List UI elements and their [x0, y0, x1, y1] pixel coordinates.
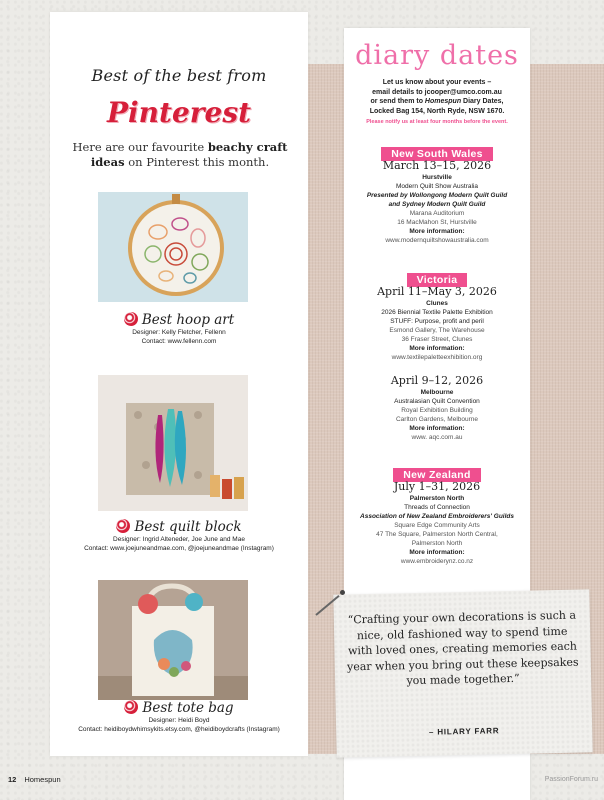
quote-author: – HILARY FARR: [428, 726, 500, 737]
event-nsw: [344, 159, 530, 245]
event-place: Clunes: [426, 300, 448, 307]
award-quilt-block: [50, 519, 308, 553]
award-title: [50, 700, 308, 716]
diary-title: diary dates: [355, 40, 519, 71]
rose-icon: [124, 700, 138, 714]
magazine-name: Homespun: [24, 775, 61, 784]
rose-icon: [124, 312, 138, 326]
pinterest-logo: Pinterest: [106, 96, 252, 129]
award-contact: Contact: www.fellenn.com: [141, 338, 217, 345]
intro-line: email details to jcooper@umco.com.au: [372, 88, 502, 96]
event-date: March 13–15, 2026: [382, 159, 492, 172]
event-palmerston: [344, 480, 530, 566]
event-extra: STUFF: Purpose, profit and peril: [390, 318, 484, 325]
award-hoop-art: [50, 312, 308, 346]
event-url[interactable]: www.modernquiltshowaustralia.com: [385, 237, 489, 244]
event-date: July 1–31, 2026: [393, 480, 481, 493]
event-extra: Presented by Wollongong Modern Quilt Guild: [366, 192, 508, 199]
event-place: Hurstville: [422, 174, 452, 181]
event-melbourne: [344, 374, 530, 442]
more-info-label: More information:: [409, 549, 465, 556]
event-venue: Royal Exhibition Building: [401, 407, 473, 414]
event-address: Palmerston North: [411, 540, 463, 547]
event-date: April 11–May 3, 2026: [377, 285, 497, 298]
event-name: Modern Quilt Show Australia: [395, 183, 478, 190]
intro-line: [352, 97, 522, 107]
pinterest-card: [50, 12, 308, 756]
intro-line: Let us know about your events –: [382, 79, 492, 86]
event-clunes: [344, 285, 530, 362]
quote-card: [333, 589, 592, 757]
award-contact: Contact: www.joejuneandmae.com, @joejuneandmae (Instagram): [84, 545, 274, 552]
award-title-text: Best quilt block: [134, 519, 242, 535]
event-address: Carlton Gardens, Melbourne: [395, 416, 478, 423]
region-tag: New Zealand: [393, 468, 480, 482]
award-title: [50, 519, 308, 535]
event-url[interactable]: www. aqc.com.au: [411, 434, 463, 441]
region-tag: New South Wales: [381, 147, 493, 161]
event-venue: Esmond Gallery, The Warehouse: [389, 327, 485, 334]
event-place: Palmerston North: [409, 495, 465, 502]
event-name: Australasian Quilt Convention: [394, 398, 480, 405]
event-address: 47 The Square, Palmerston North Central,: [376, 531, 498, 538]
more-info-label: More information:: [409, 345, 465, 352]
intro-post: Diary Dates,: [461, 98, 504, 105]
event-date: April 9–12, 2026: [390, 374, 484, 387]
event-url[interactable]: www.textilepaletteexhibition.org: [391, 354, 483, 361]
intro-line: Locked Bag 154, North Ryde, NSW 1670.: [369, 107, 505, 115]
award-designer: Designer: Ingrid Alteneder, Joe June and Mae: [113, 536, 245, 543]
intro-pre: or send them to: [370, 98, 425, 105]
watermark: PassionForum.ru: [544, 776, 598, 783]
event-address: 36 Fraser Street, Clunes: [401, 336, 473, 343]
award-tote-bag: [50, 700, 308, 734]
rose-icon: [116, 519, 130, 533]
event-name: 2026 Biennial Textile Palette Exhibition: [381, 309, 493, 316]
award-title-text: Best hoop art: [141, 312, 235, 328]
quilt-block-photo: [98, 375, 248, 511]
more-info-label: More information:: [409, 228, 465, 235]
award-title: [50, 312, 308, 328]
pin-head-icon: [340, 590, 345, 595]
hoop-art-photo: [98, 192, 248, 302]
event-venue: Marana Auditorium: [409, 210, 465, 217]
intro-pre: Here are our favourite: [72, 140, 208, 154]
magazine-name: Homespun: [424, 98, 462, 105]
event-extra: Association of New Zealand Embroiderers' Guilds: [360, 513, 514, 520]
award-designer: Designer: Heidi Boyd: [148, 717, 210, 724]
quote-text: “Crafting your own decorations is such a nice, old fashioned way to spend time with loved ones, creating memories each year when you bring out these keepsakes you made together.”: [346, 608, 579, 688]
diary-intro: [352, 78, 522, 128]
award-title-text: Best tote bag: [142, 700, 234, 716]
event-name: Threads of Connection: [404, 504, 470, 511]
tote-bag-photo: [98, 580, 248, 700]
section-title: Best of the best from: [91, 66, 267, 85]
event-url[interactable]: www.embroiderynz.co.nz: [400, 558, 474, 565]
intro-post: on Pinterest this month.: [124, 155, 270, 169]
event-venue: Square Edge Community Arts: [394, 522, 480, 529]
award-designer: Designer: Kelly Fletcher, Fellenn: [132, 329, 226, 336]
page-footer: [8, 775, 61, 784]
event-address: 16 MacMahon St, Hurstville: [397, 219, 477, 226]
page-number: 12: [8, 775, 17, 784]
award-contact: Contact: heidiboydwhimsykits.etsy.com, @heidiboydcrafts (Instagram): [78, 726, 280, 733]
intro-text: [70, 140, 290, 170]
more-info-label: More information:: [409, 425, 465, 432]
intro-bold: beachy craft ideas: [90, 140, 288, 169]
event-place: Melbourne: [420, 389, 454, 396]
diary-note: Please notify us at least four months before the event.: [366, 119, 508, 125]
region-tag: Victoria: [407, 273, 468, 287]
event-extra: and Sydney Modern Quilt Guild: [388, 201, 486, 208]
